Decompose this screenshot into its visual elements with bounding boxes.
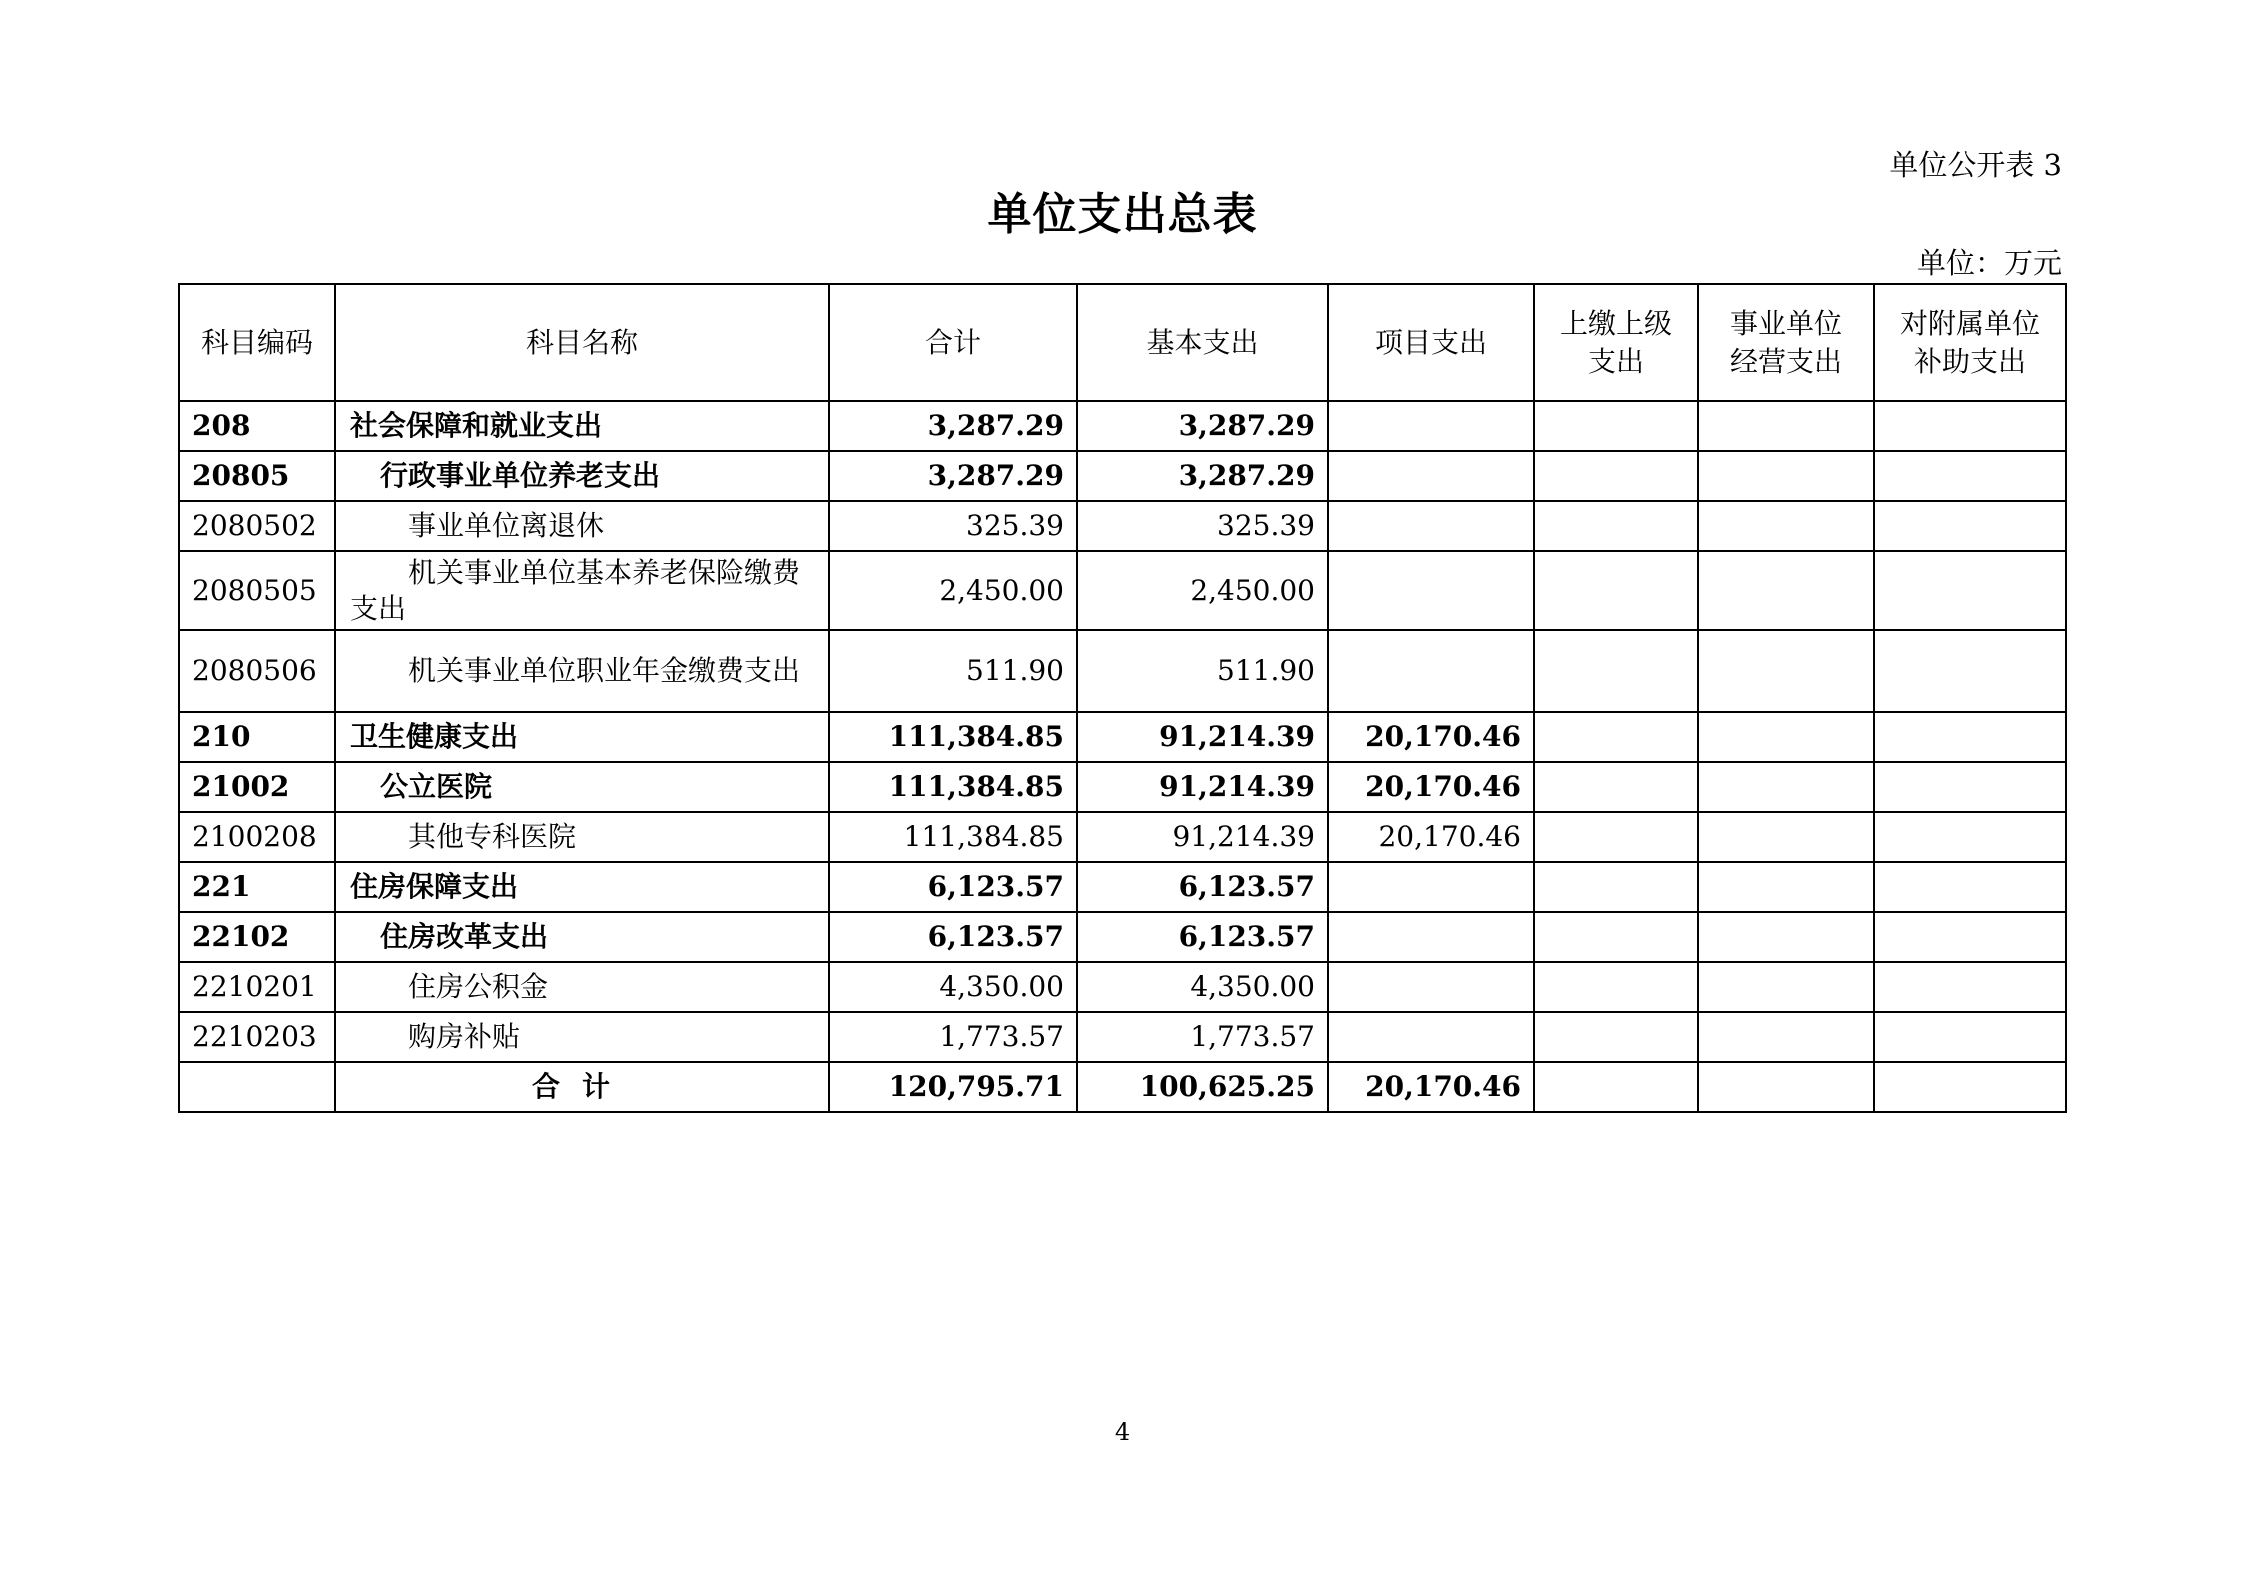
cell-code: 221 [179,862,335,912]
cell-upper-pay [1534,451,1698,501]
table-row [179,501,2066,551]
cell-business [1698,862,1874,912]
cell-total: 4,350.00 [829,962,1077,1012]
header-row [179,284,2066,401]
cell-code: 22102 [179,912,335,962]
total-total: 120,795.71 [829,1062,1077,1112]
cell-basic: 3,287.29 [1077,401,1328,451]
header-subsidy [1874,284,2066,401]
cell-project [1328,630,1534,712]
table-row [179,762,2066,812]
cell-business [1698,762,1874,812]
cell-name: 卫生健康支出 [335,712,829,762]
header-business-line1: 事业单位 [1729,306,1842,340]
cell-project [1328,401,1534,451]
cell-project [1328,551,1534,630]
cell-total: 6,123.57 [829,862,1077,912]
table-row [179,551,2066,630]
cell-business [1698,401,1874,451]
cell-basic: 6,123.57 [1077,912,1328,962]
cell-basic: 3,287.29 [1077,451,1328,501]
header-total: 合计 [829,284,1077,401]
cell-name: 住房改革支出 [335,912,829,962]
cell-basic: 1,773.57 [1077,1012,1328,1062]
cell-name: 住房公积金 [335,962,829,1012]
cell-total: 111,384.85 [829,712,1077,762]
cell-name: 机关事业单位基本养老保险缴费支出 [335,551,829,630]
cell-business [1698,1012,1874,1062]
cell-code: 21002 [179,762,335,812]
cell-code: 2210201 [179,962,335,1012]
cell-name: 社会保障和就业支出 [335,401,829,451]
cell-project [1328,962,1534,1012]
cell-business [1698,912,1874,962]
cell-subsidy [1874,962,2066,1012]
cell-upper-pay [1534,401,1698,451]
cell-subsidy [1874,712,2066,762]
cell-basic: 511.90 [1077,630,1328,712]
cell-project [1328,862,1534,912]
cell-total: 511.90 [829,630,1077,712]
header-upper-pay-line1: 上缴上级 [1559,306,1672,340]
cell-code: 2080505 [179,551,335,630]
cell-business [1698,962,1874,1012]
header-subsidy-line2: 补助支出 [1913,344,2026,378]
table-row [179,712,2066,762]
header-upper-pay [1534,284,1698,401]
cell-upper-pay [1534,630,1698,712]
cell-basic: 2,450.00 [1077,551,1328,630]
header-upper-pay-line2: 支出 [1587,344,1644,378]
cell-subsidy [1874,912,2066,962]
cell-name: 住房保障支出 [335,862,829,912]
header-project: 项目支出 [1328,284,1534,401]
cell-upper-pay [1534,812,1698,862]
cell-upper-pay [1534,712,1698,762]
table-id-label: 单位公开表 3 [1889,148,2062,182]
table-row [179,812,2066,862]
cell-basic: 4,350.00 [1077,962,1328,1012]
cell-project [1328,501,1534,551]
cell-basic: 91,214.39 [1077,712,1328,762]
cell-total: 3,287.29 [829,451,1077,501]
cell-name: 行政事业单位养老支出 [335,451,829,501]
cell-code: 2080502 [179,501,335,551]
cell-name: 购房补贴 [335,1012,829,1062]
table-row [179,862,2066,912]
cell-business [1698,712,1874,762]
cell-code: 2210203 [179,1012,335,1062]
cell-total: 325.39 [829,501,1077,551]
total-business [1698,1062,1874,1112]
total-row [179,1062,2066,1112]
cell-upper-pay [1534,501,1698,551]
cell-business [1698,451,1874,501]
cell-upper-pay [1534,762,1698,812]
cell-subsidy [1874,862,2066,912]
cell-total: 3,287.29 [829,401,1077,451]
total-basic: 100,625.25 [1077,1062,1328,1112]
cell-business [1698,812,1874,862]
cell-project: 20,170.46 [1328,712,1534,762]
cell-business [1698,501,1874,551]
cell-subsidy [1874,1012,2066,1062]
cell-total: 2,450.00 [829,551,1077,630]
header-name: 科目名称 [335,284,829,401]
cell-code: 20805 [179,451,335,501]
cell-upper-pay [1534,912,1698,962]
table-row [179,451,2066,501]
header-business [1698,284,1874,401]
total-code [179,1062,335,1112]
cell-name: 事业单位离退休 [335,501,829,551]
header-code: 科目编码 [179,284,335,401]
cell-name: 其他专科医院 [335,812,829,862]
cell-basic: 91,214.39 [1077,812,1328,862]
cell-business [1698,630,1874,712]
cell-subsidy [1874,812,2066,862]
table-row [179,912,2066,962]
cell-subsidy [1874,762,2066,812]
cell-project [1328,912,1534,962]
cell-upper-pay [1534,551,1698,630]
cell-code: 208 [179,401,335,451]
page-title: 单位支出总表 [987,189,1258,240]
cell-subsidy [1874,401,2066,451]
cell-subsidy [1874,451,2066,501]
total-upper-pay [1534,1062,1698,1112]
header-business-line2: 经营支出 [1729,344,1842,378]
header-basic: 基本支出 [1077,284,1328,401]
cell-basic: 91,214.39 [1077,762,1328,812]
cell-code: 2100208 [179,812,335,862]
total-label: 合计 [335,1062,829,1112]
cell-upper-pay [1534,962,1698,1012]
cell-total: 6,123.57 [829,912,1077,962]
cell-basic: 325.39 [1077,501,1328,551]
cell-upper-pay [1534,1012,1698,1062]
total-project: 20,170.46 [1328,1062,1534,1112]
cell-business [1698,551,1874,630]
cell-subsidy [1874,501,2066,551]
cell-code: 2080506 [179,630,335,712]
table-row [179,630,2066,712]
cell-project [1328,451,1534,501]
cell-project: 20,170.46 [1328,762,1534,812]
unit-label: 单位：万元 [1916,246,2062,280]
cell-project: 20,170.46 [1328,812,1534,862]
total-subsidy [1874,1062,2066,1112]
cell-total: 111,384.85 [829,812,1077,862]
cell-basic: 6,123.57 [1077,862,1328,912]
cell-subsidy [1874,630,2066,712]
cell-name: 公立医院 [335,762,829,812]
cell-name: 机关事业单位职业年金缴费支出 [335,630,829,712]
header-subsidy-line1: 对附属单位 [1899,306,2040,340]
cell-upper-pay [1534,862,1698,912]
cell-project [1328,1012,1534,1062]
cell-subsidy [1874,551,2066,630]
cell-code: 210 [179,712,335,762]
table-row [179,962,2066,1012]
table-row [179,401,2066,451]
cell-total: 111,384.85 [829,762,1077,812]
page-number: 4 [1114,1418,1131,1446]
expenditure-table [178,283,2067,1113]
cell-total: 1,773.57 [829,1012,1077,1062]
table-row [179,1012,2066,1062]
